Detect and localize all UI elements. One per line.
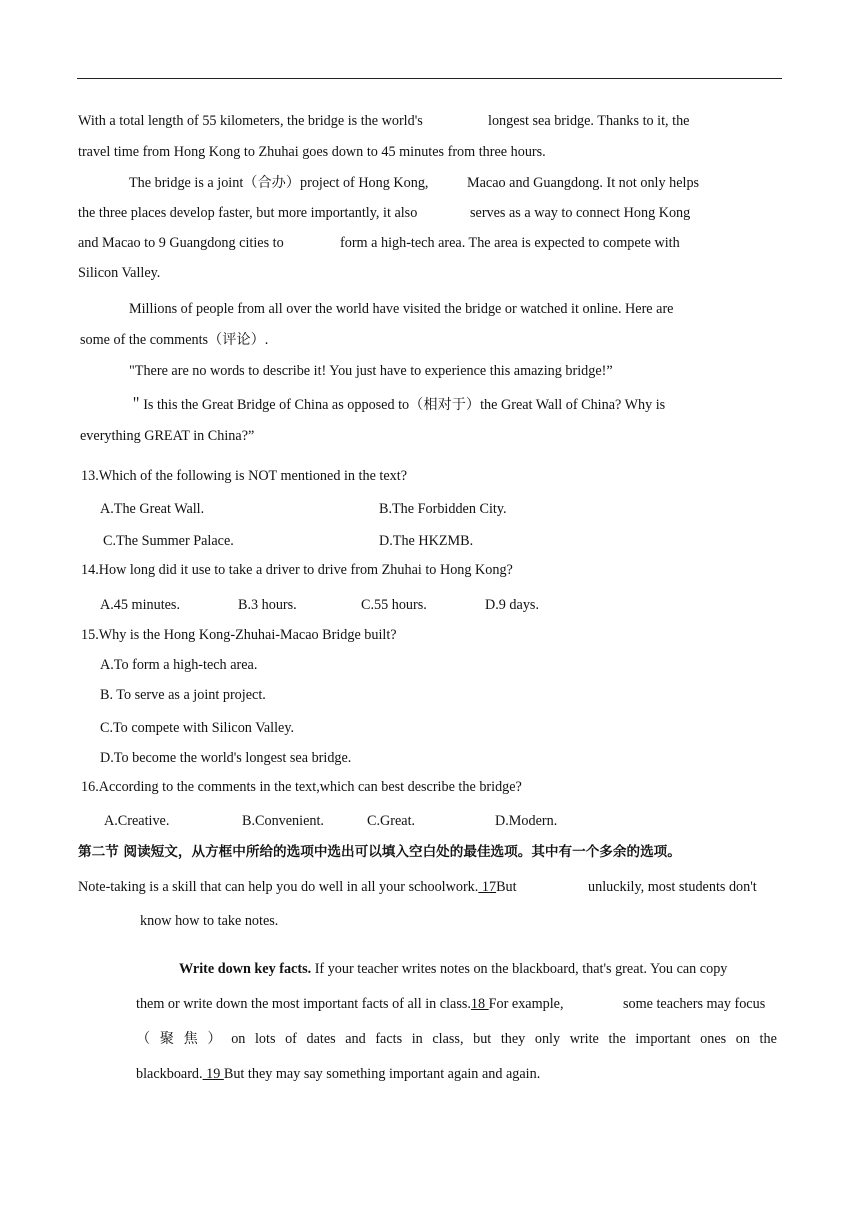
section2-intro-line1 (78, 878, 517, 896)
question-16-option-b[interactable]: B.Convenient. (242, 813, 324, 829)
intro-text-but: But (496, 879, 517, 895)
header-rule (77, 78, 782, 79)
para-word: they (500, 1031, 526, 1047)
para-word: facts (375, 1031, 403, 1047)
question-16-stem: 16.According to the comments in the text,which can best describe the bridge? (81, 779, 522, 795)
para-text: For example, (488, 996, 564, 1012)
blank-17[interactable]: 17 (478, 879, 497, 895)
passage-p2-line3-left: and Macao to 9 Guangdong cities to (78, 235, 284, 251)
para-word: in (411, 1031, 423, 1047)
para-word: the (759, 1031, 777, 1047)
question-14-option-d[interactable]: D.9 days. (485, 597, 539, 613)
passage-p2-line3-right: form a high-tech area. The area is expected to compete with (340, 235, 680, 251)
para-text: If your teacher writes notes on the blackboard, that's great. You can copy (311, 961, 728, 977)
para-word: only (534, 1031, 561, 1047)
passage-p1-line2: travel time from Hong Kong to Zhuhai goes down to 45 minutes from three hours. (78, 144, 546, 160)
question-15-option-b[interactable]: B. To serve as a joint project. (100, 687, 266, 703)
para-word: lots (254, 1031, 276, 1047)
question-15-option-a[interactable]: A.To form a high-tech area. (100, 657, 258, 673)
section2-para-line1 (179, 960, 727, 978)
section2-para-line2-left (136, 995, 564, 1013)
para-heading: Write down key facts. (179, 961, 312, 977)
passage-p2-line4: Silicon Valley. (78, 265, 161, 281)
passage-p2-line1-left: The bridge is a joint（合办）project of Hong Kong, (129, 175, 429, 191)
passage-p2-line2-left: the three places develop faster, but more importantly, it also (78, 205, 418, 221)
para-word: class, (432, 1031, 464, 1047)
para-word: on (735, 1031, 750, 1047)
question-13-option-c[interactable]: C.The Summer Palace. (103, 533, 234, 549)
para-text: them or write down the most important facts of all in class. (136, 996, 471, 1012)
para-word: 聚 (159, 1031, 174, 1047)
passage-p2-line2-right: serves as a way to connect Hong Kong (470, 205, 691, 221)
para-word: ones (700, 1031, 727, 1047)
para-word: of (285, 1031, 297, 1047)
question-14-option-b[interactable]: B.3 hours. (238, 597, 297, 613)
para-word: ） (207, 1031, 222, 1047)
para-word: on (231, 1031, 246, 1047)
para-text: But they may say something important again and again. (223, 1066, 541, 1082)
question-14-stem: 14.How long did it use to take a driver to drive from Zhuhai to Hong Kong? (81, 562, 513, 578)
intro-text: Note-taking is a skill that can help you do well in all your schoolwork. (78, 879, 479, 895)
para-word: and (345, 1031, 366, 1047)
section2-intro-line1-right: unluckily, most students don't (588, 879, 757, 895)
question-13-stem: 13.Which of the following is NOT mentioned in the text? (81, 468, 407, 484)
question-15-option-d[interactable]: D.To become the world's longest sea bridge. (100, 750, 352, 766)
comment-quote-2-line2: everything GREAT in China?” (80, 428, 255, 444)
passage-p1-line1 (78, 112, 423, 130)
blank-19[interactable]: 19 (202, 1066, 224, 1082)
question-14-option-c[interactable]: C.55 hours. (361, 597, 427, 613)
passage-text: With a total length of 55 kilometers, the bridge is the world's (78, 113, 423, 129)
question-13-option-b[interactable]: B.The Forbidden City. (379, 501, 507, 517)
question-16-option-d[interactable]: D.Modern. (495, 813, 558, 829)
para-word: （ (136, 1031, 151, 1047)
section2-para-line3 (136, 1030, 777, 1048)
question-13-option-d[interactable]: D.The HKZMB. (379, 533, 474, 549)
passage-p3-line2: some of the comments（评论）. (80, 332, 269, 348)
para-word: 焦 (183, 1031, 198, 1047)
question-15-stem: 15.Why is the Hong Kong-Zhuhai-Macao Bridge built? (81, 627, 397, 643)
passage-p3-line1: Millions of people from all over the world have visited the bridge or watched it online. Here are (129, 301, 674, 317)
comment-quote-1: "There are no words to describe it! You just have to experience this amazing bridge!” (129, 363, 613, 379)
question-16-option-a[interactable]: A.Creative. (104, 813, 170, 829)
passage-p2-line1-right: Macao and Guangdong. It not only helps (467, 175, 700, 191)
comment-quote-2-line1: ＂Is this the Great Bridge of China as opposed to（相对于）the Great Wall of China? Why is (129, 397, 666, 413)
para-word: the (608, 1031, 626, 1047)
blank-18[interactable]: 18 (470, 996, 489, 1012)
para-word: dates (306, 1031, 336, 1047)
passage-p1-line1-right (488, 112, 689, 130)
para-text: blackboard. (136, 1066, 203, 1082)
section2-para-line4 (136, 1065, 540, 1083)
para-word: write (569, 1031, 599, 1047)
question-15-option-c[interactable]: C.To compete with Silicon Valley. (100, 720, 295, 736)
section2-intro-line2: know how to take notes. (140, 913, 279, 929)
para-word: important (635, 1031, 691, 1047)
para-word: but (473, 1031, 492, 1047)
passage-text: longest sea bridge. Thanks to it, the (488, 113, 690, 129)
question-13-option-a[interactable]: A.The Great Wall. (100, 501, 205, 517)
section2-para-line2-right: some teachers may focus (623, 996, 766, 1012)
question-14-option-a[interactable]: A.45 minutes. (100, 597, 180, 613)
question-16-option-c[interactable]: C.Great. (367, 813, 416, 829)
section-heading: 第二节 阅读短文，从方框中所给的选项中选出可以填入空白处的最佳选项。其中有一个多余的选项。 (78, 844, 681, 860)
